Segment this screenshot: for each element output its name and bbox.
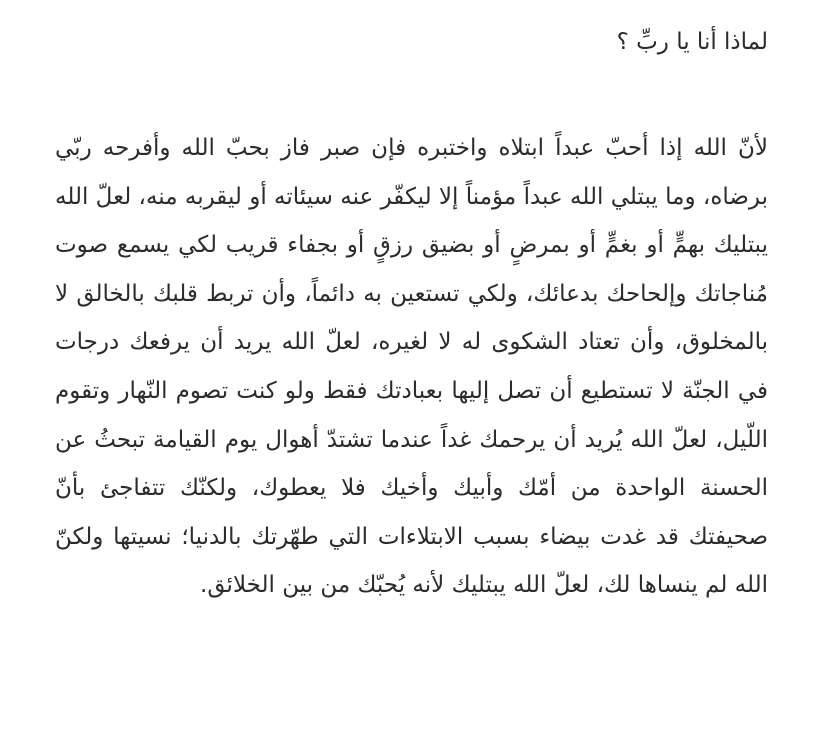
document-title: لماذا أنا يا ربِّ ؟ <box>616 29 768 55</box>
document-paragraph: لأنّ الله إذا أحبّ عبداً ابتلاه واختبره فإن صبر فاز بحبّ الله وأفرحه ربّي برضاه، وما يبتلي الله عبداً مؤمناً إلا ليكفّر عنه سيئاته أو ليقربه منه، لعلّ الله يبتليك بهمٍّ أو بغمٍّ أو بمرضٍ أو بضيق رزقٍ أو بجفاء قريب لكي يسمع صوت مُناجاتك وإلحاحك بدعائك، ولكي تستعين به دائماً، وأن تربط قلبك بالخالق لا بالمخلوق، وأن تعتاد الشكوى له لا لغيره، لعلّ الله يريد أن يرفعك درجات في الجنّة لا تستطيع أن تصل إليها بعبادتك فقط ولو كنت تصوم النّهار وتقوم اللّيل، لعلّ الله يُريد أن يرحمك غداً عندما تشتدّ أهوال يوم القيامة تبحثُ عن الحسنة الواحدة من أمّك وأبيك وأخيك فلا يعطوك، ولكنّك تتفاجئ بأنّ صحيفتك قد غدت بيضاء بسبب الابتلاءات التي طهّرتك بالدنيا؛ نسيتها ولكنّ الله لم ينساها لك، لعلّ الله يبتليك لأنه يُحبّك من بين الخلائق. <box>55 135 768 599</box>
